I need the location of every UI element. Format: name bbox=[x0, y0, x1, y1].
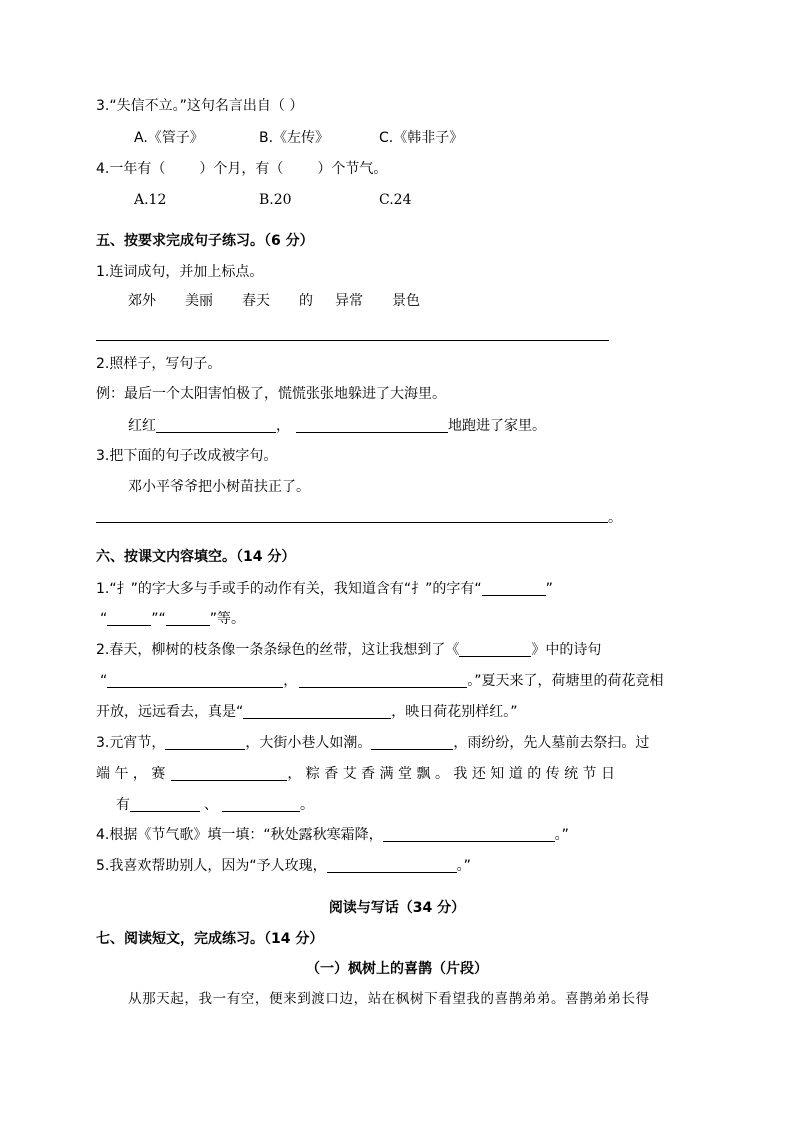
s6-q3-l3-b: 、 bbox=[204, 797, 218, 813]
s5-q2-prefix: 红红 bbox=[128, 418, 156, 434]
s6-q1-blank-2[interactable] bbox=[107, 611, 151, 626]
s6-q3-l1-c: ，雨纷纷，先人墓前去祭扫。过 bbox=[453, 735, 650, 751]
s6-q1-l2-b: ”“ bbox=[151, 611, 166, 627]
s6-q3-blank-5[interactable] bbox=[222, 797, 300, 812]
s6-q2-l3-b: ，映日荷花别样红。” bbox=[391, 704, 518, 720]
q3-option-b: B.《左传》 bbox=[259, 130, 330, 146]
s6-q4 bbox=[96, 827, 569, 842]
s6-q3-line2 bbox=[96, 766, 615, 781]
reading-heading: 阅读与写话（34 分） bbox=[328, 900, 466, 916]
s6-q2-l2-b: ， bbox=[283, 673, 298, 689]
word-4: 的 bbox=[299, 293, 313, 309]
q4-option-c: C.24 bbox=[379, 192, 412, 208]
q4-option-a: A.12 bbox=[134, 192, 167, 208]
s6-q5-blank[interactable] bbox=[327, 858, 457, 873]
s6-q3-l3-a: 有 bbox=[116, 797, 130, 813]
s5-q1-answer-line[interactable] bbox=[96, 340, 609, 341]
section6-title: 六、按课文内容填空。（14 分） bbox=[96, 549, 296, 565]
s6-q2-line2 bbox=[100, 673, 664, 688]
s5-q2-suffix: 地跑进了家里。 bbox=[448, 418, 546, 434]
q4-stem bbox=[96, 162, 387, 176]
word-2: 美丽 bbox=[185, 293, 213, 309]
s6-q1-line1 bbox=[96, 581, 553, 596]
s6-q3-blank-4[interactable] bbox=[130, 797, 200, 812]
s6-q2-l3-a: 开放，远远看去，真是“ bbox=[96, 704, 244, 720]
q4-option-b: B.20 bbox=[259, 192, 292, 208]
s6-q1-blank-1[interactable] bbox=[482, 581, 546, 596]
s6-q5-b: 。” bbox=[456, 858, 471, 874]
s5-q3-sentence: 邓小平爷爷把小树苗扶正了。 bbox=[128, 479, 310, 495]
s6-q2-blank-poem-2[interactable] bbox=[299, 673, 467, 688]
s5-q2-stem: 2.照样子，写句子。 bbox=[96, 356, 222, 372]
s5-q2-blank-2[interactable] bbox=[296, 418, 448, 433]
s6-q5-a: 5.我喜欢帮助别人，因为“予人玫瑰， bbox=[96, 858, 327, 874]
s6-q1-text: 1.“扌”的字大多与手或手的动作有关，我知道含有“扌”的字有“ bbox=[96, 581, 482, 597]
section7-title: 七、阅读短文，完成练习。（14 分） bbox=[96, 931, 324, 947]
passage-title: （一）枫树上的喜鹊（片段） bbox=[306, 961, 488, 977]
s6-q2-l1-a: 2.春天，柳树的枝条像一条条绿色的丝带，这让我想到了《 bbox=[96, 642, 460, 658]
s6-q3-l1-a: 3.元宵节， bbox=[96, 735, 166, 751]
s5-q2-blank-1[interactable] bbox=[156, 418, 276, 433]
word-3: 春天 bbox=[242, 293, 270, 309]
s5-q1-stem: 1.连词成句，并加上标点。 bbox=[96, 264, 264, 280]
s6-q2-line3 bbox=[96, 704, 518, 719]
s6-q2-line1 bbox=[96, 642, 601, 657]
s6-q1-line2 bbox=[100, 611, 245, 626]
s6-q1-quote-end: ” bbox=[545, 581, 553, 597]
q4-stem-a: 4.一年有（ bbox=[96, 161, 166, 177]
s6-q2-l2-c: 。”夏天来了，荷塘里的荷花竞相 bbox=[467, 673, 664, 689]
s6-q3-blank-2[interactable] bbox=[371, 735, 453, 750]
s6-q4-blank[interactable] bbox=[383, 827, 555, 842]
s6-q2-l1-b: 》中的诗句 bbox=[531, 642, 602, 658]
passage-line-1: 从那天起，我一有空，便来到渡口边，站在枫树下看望我的喜鹊弟弟。喜鹊弟弟长得 bbox=[128, 991, 650, 1007]
s6-q3-line1 bbox=[96, 735, 649, 750]
s6-q3-line3 bbox=[116, 797, 314, 812]
s6-q3-blank-3[interactable] bbox=[171, 766, 287, 781]
s6-q2-l2-a: “ bbox=[100, 673, 108, 689]
q3-option-c: C.《韩非子》 bbox=[379, 130, 464, 146]
s5-q1-words bbox=[128, 294, 420, 308]
q3-stem: 3.“失信不立。”这句名言出自（ ） bbox=[96, 98, 304, 114]
s5-q2-comma: ， bbox=[276, 418, 290, 434]
s6-q3-l2-a: 端 午 ， 赛 bbox=[96, 766, 166, 782]
q4-stem-b: ）个月，有（ bbox=[199, 161, 284, 177]
s5-q3-stem: 3.把下面的句子改成被字句。 bbox=[96, 448, 278, 464]
s6-q3-l1-b: ，大街小巷人如潮。 bbox=[245, 735, 372, 751]
s6-q3-l3-c: 。 bbox=[300, 797, 314, 813]
s5-q2-fill bbox=[128, 418, 546, 433]
s6-q2-blank-poem-3[interactable] bbox=[243, 704, 391, 719]
q4-stem-c: ）个节气。 bbox=[317, 161, 388, 177]
s6-q4-b: 。” bbox=[554, 827, 569, 843]
s6-q4-a: 4.根据《节气歌》填一填：“秋处露秋寒霜降， bbox=[96, 827, 383, 843]
s6-q2-blank-poem-1[interactable] bbox=[107, 673, 283, 688]
s6-q3-l2-b: ， 粽 香 艾 香 满 堂 飘 。 我 还 知 道 的 传 统 节 日 bbox=[287, 766, 616, 782]
word-5: 异常 bbox=[335, 293, 363, 309]
word-6: 景色 bbox=[392, 293, 420, 309]
s5-q3-end: 。 bbox=[608, 510, 622, 526]
s6-q3-blank-1[interactable] bbox=[165, 735, 245, 750]
section5-title: 五、按要求完成句子练习。（6 分） bbox=[96, 233, 314, 249]
q3-option-a: A.《管子》 bbox=[134, 130, 204, 146]
s6-q2-blank-title[interactable] bbox=[459, 642, 531, 657]
s6-q1-blank-3[interactable] bbox=[166, 611, 210, 626]
s6-q5 bbox=[96, 858, 471, 873]
word-1: 郊外 bbox=[128, 293, 156, 309]
s6-q1-l2-a: “ bbox=[100, 611, 108, 627]
s5-q2-example: 例：最后一个太阳害怕极了，慌慌张张地躲进了大海里。 bbox=[96, 386, 446, 402]
s6-q1-l2-c: ”等。 bbox=[209, 611, 246, 627]
s5-q3-answer-line[interactable] bbox=[96, 522, 608, 523]
